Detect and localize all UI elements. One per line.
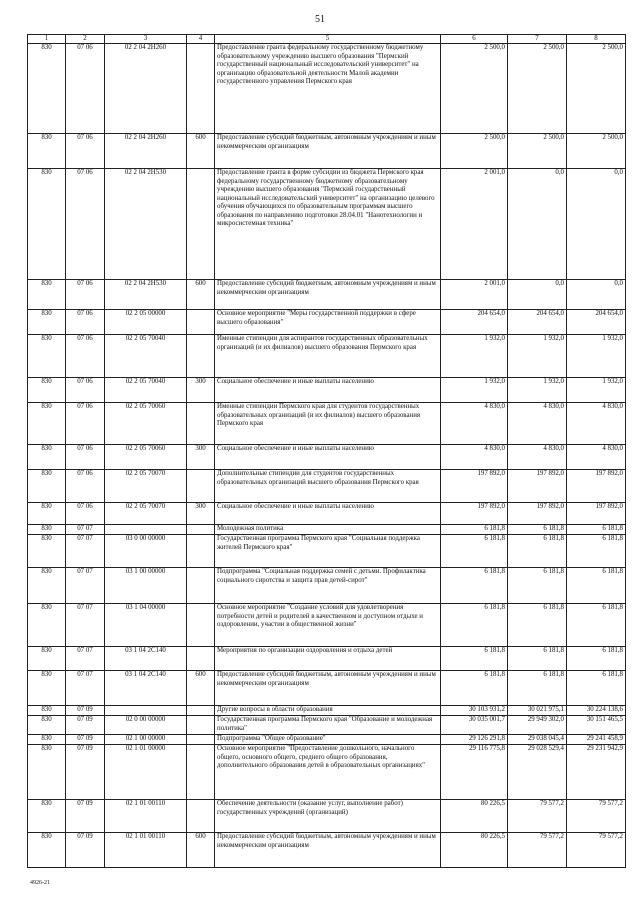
col-amount-2: 4 830,0 xyxy=(508,403,567,445)
col-amount-1: 1 932,0 xyxy=(441,378,508,403)
col-section: 07 07 xyxy=(66,604,105,647)
col-amount-2: 6 181,8 xyxy=(508,647,567,671)
col-type xyxy=(187,716,215,735)
table-body xyxy=(28,44,626,868)
col-admin: 830 xyxy=(28,745,66,800)
col-amount-2: 6 181,8 xyxy=(508,568,567,604)
col-amount-2: 6 181,8 xyxy=(508,525,567,535)
col-amount-3: 204 654,0 xyxy=(567,310,626,335)
budget-table xyxy=(27,34,626,868)
col-target: 02 1 01 00000 xyxy=(105,745,187,800)
col-admin: 830 xyxy=(28,716,66,735)
col-target: 02 2 05 70040 xyxy=(105,378,187,403)
table-row xyxy=(28,745,626,800)
col-target: 03 1 00 00000 xyxy=(105,568,187,604)
col-amount-2: 30 021 975,1 xyxy=(508,706,567,716)
table-row xyxy=(28,403,626,445)
col-amount-2: 79 577,2 xyxy=(508,800,567,833)
table-row xyxy=(28,568,626,604)
col-target xyxy=(105,706,187,716)
col-admin: 830 xyxy=(28,800,66,833)
col-amount-3: 1 932,0 xyxy=(567,335,626,378)
col-amount-2: 29 949 302,0 xyxy=(508,716,567,735)
col-amount-2: 29 038 045,4 xyxy=(508,735,567,745)
col-name: Предоставление гранта в форме субсидии из бюджета Пермского края федеральному государственному бюджетному образовательному учреждению высшего образования "Пермский государственный национальный исследовательский университет" на организацию целевого обучения обучающихся по образовательным программам высшего образования по направлению подготовки 28.04.01 "Нанотехнологии и микросистемная техника" xyxy=(215,169,441,280)
col-amount-2: 197 892,0 xyxy=(508,503,567,525)
col-amount-3: 30 151 465,5 xyxy=(567,716,626,735)
col-amount-1: 6 181,8 xyxy=(441,535,508,568)
col-type xyxy=(187,44,215,134)
col-amount-2: 2 500,0 xyxy=(508,134,567,169)
table-row xyxy=(28,525,626,535)
col-type xyxy=(187,735,215,745)
col-admin: 830 xyxy=(28,280,66,310)
col-amount-3: 197 892,0 xyxy=(567,503,626,525)
col-section: 07 09 xyxy=(66,833,105,868)
col-amount-2: 4 830,0 xyxy=(508,445,567,470)
col-target: 02 2 05 70040 xyxy=(105,335,187,378)
col-name: Предоставление субсидий бюджетным, автономным учреждениям и иным некоммерческим организациям xyxy=(215,280,441,310)
col-amount-3: 30 224 138,6 xyxy=(567,706,626,716)
col-amount-1: 2 500,0 xyxy=(441,134,508,169)
table-row xyxy=(28,169,626,280)
col-section: 07 07 xyxy=(66,647,105,671)
col-target: 02 2 05 70070 xyxy=(105,503,187,525)
table-row xyxy=(28,604,626,647)
col-amount-3: 79 577,2 xyxy=(567,833,626,868)
col-section: 07 07 xyxy=(66,568,105,604)
col-section: 07 06 xyxy=(66,503,105,525)
col-type xyxy=(187,535,215,568)
col-amount-2: 197 892,0 xyxy=(508,470,567,503)
col-amount-3: 4 830,0 xyxy=(567,403,626,445)
col-name: Социальное обеспечение и иные выплаты населению xyxy=(215,503,441,525)
col-amount-2: 1 932,0 xyxy=(508,335,567,378)
col-type xyxy=(187,169,215,280)
col-amount-1: 2 500,0 xyxy=(441,44,508,134)
col-type xyxy=(187,403,215,445)
col-amount-1: 6 181,8 xyxy=(441,671,508,706)
col-amount-1: 6 181,8 xyxy=(441,525,508,535)
col-type xyxy=(187,568,215,604)
header-col-1: 1 xyxy=(28,35,66,44)
col-name: Подпрограмма "Общее образование" xyxy=(215,735,441,745)
col-section: 07 09 xyxy=(66,745,105,800)
col-amount-1: 30 103 931,2 xyxy=(441,706,508,716)
col-admin: 830 xyxy=(28,470,66,503)
col-amount-3: 6 181,8 xyxy=(567,568,626,604)
table-row xyxy=(28,800,626,833)
col-name: Предоставление субсидий бюджетным, автономным учреждениям и иным некоммерческим организациям xyxy=(215,134,441,169)
col-admin: 830 xyxy=(28,335,66,378)
col-admin: 830 xyxy=(28,503,66,525)
col-section: 07 06 xyxy=(66,378,105,403)
col-admin: 830 xyxy=(28,604,66,647)
col-target: 03 1 04 00000 xyxy=(105,604,187,647)
col-type xyxy=(187,604,215,647)
col-name: Предоставление гранта федеральному государственному бюджетному образовательному учреждению высшего образования "Пермский государственный национальный исследовательский университет" на организацию образовательной деятельности Малой академии государственного управления Пермского края xyxy=(215,44,441,134)
col-name: Государственная программа Пермского края "Образование и молодежная политика" xyxy=(215,716,441,735)
col-amount-2: 6 181,8 xyxy=(508,535,567,568)
table-row xyxy=(28,280,626,310)
col-section: 07 06 xyxy=(66,445,105,470)
col-amount-1: 80 226,5 xyxy=(441,800,508,833)
col-amount-3: 197 892,0 xyxy=(567,470,626,503)
col-section: 07 06 xyxy=(66,169,105,280)
col-amount-3: 2 500,0 xyxy=(567,44,626,134)
col-admin: 830 xyxy=(28,403,66,445)
col-type xyxy=(187,706,215,716)
col-type xyxy=(187,470,215,503)
col-amount-1: 29 116 775,8 xyxy=(441,745,508,800)
col-section: 07 07 xyxy=(66,525,105,535)
col-target: 02 2 05 70060 xyxy=(105,403,187,445)
col-admin: 830 xyxy=(28,833,66,868)
col-amount-1: 1 932,0 xyxy=(441,335,508,378)
col-amount-2: 2 500,0 xyxy=(508,44,567,134)
col-amount-1: 80 226,5 xyxy=(441,833,508,868)
col-target xyxy=(105,525,187,535)
col-amount-2: 1 932,0 xyxy=(508,378,567,403)
col-type: 600 xyxy=(187,833,215,868)
col-type xyxy=(187,335,215,378)
col-name: Именные стипендии Пермского края для студентов государственных образовательных организаций (и их филиалов) высшего образования Пермского края xyxy=(215,403,441,445)
col-admin: 830 xyxy=(28,735,66,745)
col-amount-3: 0,0 xyxy=(567,169,626,280)
col-amount-3: 79 577,2 xyxy=(567,800,626,833)
col-admin: 830 xyxy=(28,535,66,568)
col-target: 03 1 04 2С140 xyxy=(105,647,187,671)
col-target: 02 2 05 00000 xyxy=(105,310,187,335)
col-target: 02 1 01 00110 xyxy=(105,833,187,868)
col-type: 600 xyxy=(187,280,215,310)
col-amount-3: 0,0 xyxy=(567,280,626,310)
table-row xyxy=(28,445,626,470)
col-target: 02 1 01 00110 xyxy=(105,800,187,833)
col-target: 03 0 00 00000 xyxy=(105,535,187,568)
col-section: 07 06 xyxy=(66,280,105,310)
col-name: Предоставление субсидий бюджетным, автономным учреждениям и иным некоммерческим организациям xyxy=(215,833,441,868)
col-target: 02 2 04 2Н530 xyxy=(105,169,187,280)
col-admin: 830 xyxy=(28,445,66,470)
col-amount-1: 204 654,0 xyxy=(441,310,508,335)
col-admin: 830 xyxy=(28,706,66,716)
col-target: 02 0 00 00000 xyxy=(105,716,187,735)
col-admin: 830 xyxy=(28,671,66,706)
footer-code: 4926-21 xyxy=(30,880,50,886)
col-section: 07 09 xyxy=(66,716,105,735)
table-row xyxy=(28,535,626,568)
col-type: 600 xyxy=(187,134,215,169)
col-name: Молодежная политика xyxy=(215,525,441,535)
col-name: Предоставление субсидий бюджетным, автономным учреждениям и иным некоммерческим организациям xyxy=(215,671,441,706)
page-number: 51 xyxy=(315,14,325,25)
col-amount-2: 79 577,2 xyxy=(508,833,567,868)
col-name: Обеспечение деятельности (оказание услуг, выполнение работ) государственных учреждений (организаций) xyxy=(215,800,441,833)
col-section: 07 09 xyxy=(66,800,105,833)
col-amount-1: 6 181,8 xyxy=(441,604,508,647)
table-row xyxy=(28,335,626,378)
header-col-3: 3 xyxy=(105,35,187,44)
col-type: 300 xyxy=(187,503,215,525)
col-name: Государственная программа Пермского края "Социальная поддержка жителей Пермского края" xyxy=(215,535,441,568)
table-header-row xyxy=(28,35,626,44)
col-amount-1: 2 001,0 xyxy=(441,280,508,310)
col-amount-3: 6 181,8 xyxy=(567,604,626,647)
col-admin: 830 xyxy=(28,647,66,671)
col-section: 07 06 xyxy=(66,403,105,445)
header-col-2: 2 xyxy=(66,35,105,44)
table-row xyxy=(28,378,626,403)
col-admin: 830 xyxy=(28,134,66,169)
col-admin: 830 xyxy=(28,169,66,280)
col-amount-2: 6 181,8 xyxy=(508,604,567,647)
col-target: 03 1 04 2С140 xyxy=(105,671,187,706)
header-col-4: 4 xyxy=(187,35,215,44)
col-target: 02 2 04 2Н260 xyxy=(105,44,187,134)
col-amount-1: 6 181,8 xyxy=(441,647,508,671)
col-amount-3: 6 181,8 xyxy=(567,671,626,706)
table-row xyxy=(28,647,626,671)
col-amount-1: 6 181,8 xyxy=(441,568,508,604)
col-type xyxy=(187,800,215,833)
col-amount-3: 6 181,8 xyxy=(567,535,626,568)
col-amount-3: 1 932,0 xyxy=(567,378,626,403)
col-target: 02 2 04 2Н260 xyxy=(105,134,187,169)
col-amount-2: 6 181,8 xyxy=(508,671,567,706)
col-target: 02 2 05 70060 xyxy=(105,445,187,470)
col-amount-2: 29 028 529,4 xyxy=(508,745,567,800)
col-amount-2: 204 654,0 xyxy=(508,310,567,335)
table-row xyxy=(28,503,626,525)
table-row xyxy=(28,134,626,169)
col-amount-1: 197 892,0 xyxy=(441,503,508,525)
col-target: 02 2 04 2Н530 xyxy=(105,280,187,310)
col-name: Социальное обеспечение и иные выплаты населению xyxy=(215,445,441,470)
col-amount-1: 4 830,0 xyxy=(441,403,508,445)
table-row xyxy=(28,470,626,503)
table-row xyxy=(28,735,626,745)
col-type xyxy=(187,525,215,535)
col-name: Дополнительные стипендии для студентов государственных образовательных организаций высшего образования Пермского края xyxy=(215,470,441,503)
header-col-6: 6 xyxy=(441,35,508,44)
col-name: Основное мероприятие "Предоставление дошкольного, начального общего, основного общего, среднего общего образования, дополнительного образования детей в образовательных организациях" xyxy=(215,745,441,800)
col-type: 600 xyxy=(187,671,215,706)
col-name: Мероприятия по организации оздоровления и отдыха детей xyxy=(215,647,441,671)
col-target: 02 1 00 00000 xyxy=(105,735,187,745)
col-section: 07 07 xyxy=(66,671,105,706)
col-amount-2: 0,0 xyxy=(508,280,567,310)
col-amount-1: 4 830,0 xyxy=(441,445,508,470)
col-section: 07 09 xyxy=(66,706,105,716)
col-name: Именные стипендии для аспирантов государственных образовательных организаций (и их филиалов) высшего образования Пермского края xyxy=(215,335,441,378)
col-section: 07 06 xyxy=(66,470,105,503)
col-amount-3: 2 500,0 xyxy=(567,134,626,169)
col-amount-3: 29 231 942,9 xyxy=(567,745,626,800)
col-name: Основное мероприятие "Меры государственной поддержки в сфере высшего образования" xyxy=(215,310,441,335)
col-target: 02 2 05 70070 xyxy=(105,470,187,503)
col-amount-1: 30 035 001,7 xyxy=(441,716,508,735)
col-admin: 830 xyxy=(28,378,66,403)
col-name: Основное мероприятие "Создание условий для удовлетворения потребности детей и родителей в качественном и доступном отдыхе и оздоровлении, участии в общественной жизни" xyxy=(215,604,441,647)
col-admin: 830 xyxy=(28,568,66,604)
col-admin: 830 xyxy=(28,44,66,134)
table-row xyxy=(28,833,626,868)
col-section: 07 07 xyxy=(66,535,105,568)
col-amount-1: 2 001,0 xyxy=(441,169,508,280)
col-name: Подпрограмма "Социальная поддержка семей с детьми. Профилактика социального сиротства и защита прав детей-сирот" xyxy=(215,568,441,604)
col-amount-3: 4 830,0 xyxy=(567,445,626,470)
col-admin: 830 xyxy=(28,310,66,335)
col-section: 07 06 xyxy=(66,335,105,378)
table-row xyxy=(28,671,626,706)
header-col-5: 5 xyxy=(215,35,441,44)
col-amount-2: 0,0 xyxy=(508,169,567,280)
col-amount-3: 6 181,8 xyxy=(567,647,626,671)
col-type: 300 xyxy=(187,445,215,470)
table-row xyxy=(28,44,626,134)
table-row xyxy=(28,706,626,716)
col-section: 07 06 xyxy=(66,310,105,335)
col-name: Другие вопросы в области образования xyxy=(215,706,441,716)
col-section: 07 09 xyxy=(66,735,105,745)
header-col-7: 7 xyxy=(508,35,567,44)
col-name: Социальное обеспечение и иные выплаты населению xyxy=(215,378,441,403)
header-col-8: 8 xyxy=(567,35,626,44)
col-amount-3: 6 181,8 xyxy=(567,525,626,535)
col-amount-1: 197 892,0 xyxy=(441,470,508,503)
col-type: 300 xyxy=(187,378,215,403)
col-amount-3: 29 241 458,9 xyxy=(567,735,626,745)
col-section: 07 06 xyxy=(66,134,105,169)
table-row xyxy=(28,310,626,335)
col-section: 07 06 xyxy=(66,44,105,134)
table-row xyxy=(28,716,626,735)
col-admin: 830 xyxy=(28,525,66,535)
col-type xyxy=(187,745,215,800)
col-amount-1: 29 126 291,8 xyxy=(441,735,508,745)
col-type xyxy=(187,647,215,671)
col-type xyxy=(187,310,215,335)
